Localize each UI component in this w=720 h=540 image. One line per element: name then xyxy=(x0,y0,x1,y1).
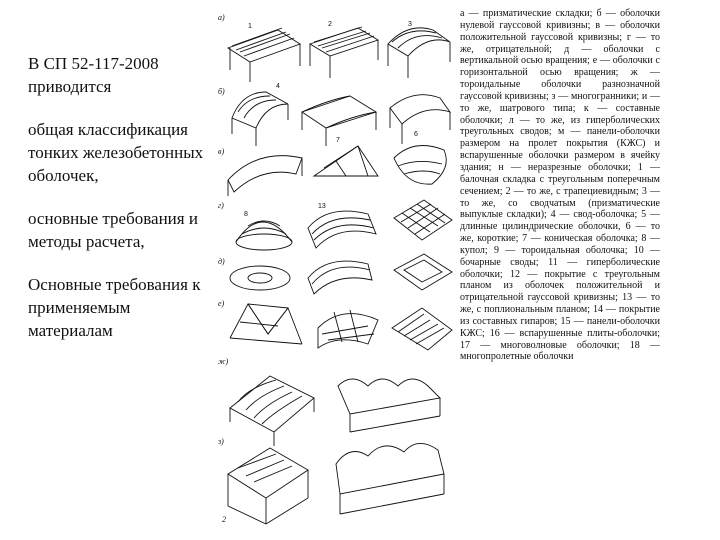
page-marker: 2 xyxy=(222,515,226,524)
tent-shell-sketch xyxy=(228,156,302,196)
figure-tag-g: ж) xyxy=(218,357,229,366)
toroidal-shell-sketch xyxy=(230,266,290,290)
svg-text:13: 13 xyxy=(318,203,326,210)
requirements-paragraph: основные требования и методы расчета, xyxy=(28,209,198,251)
svg-text:2: 2 xyxy=(328,21,332,28)
folded-plate-sketch-2 xyxy=(310,27,378,78)
svg-text:6: 6 xyxy=(414,131,418,138)
svg-text:1: 1 xyxy=(248,23,252,30)
pyramid-panel-sketch xyxy=(394,254,452,290)
left-text-column xyxy=(28,52,208,362)
svg-text:8: 8 xyxy=(244,211,248,218)
hyperbolic-shells-sketch xyxy=(230,304,302,344)
figure-tag-b: б) xyxy=(218,87,225,96)
multi-wave-roof-sketch xyxy=(336,443,444,514)
svg-text:4: 4 xyxy=(276,83,280,90)
multi-wave-shell-sketch xyxy=(308,211,376,248)
figure-tag-a: а) xyxy=(218,13,225,22)
figure-tag-f: е) xyxy=(218,299,225,308)
cylindrical-shell-sketch xyxy=(232,92,288,146)
grid-shell-sketch xyxy=(394,200,452,240)
figure-tag-c: в) xyxy=(218,147,225,156)
barrel-vault-sketch xyxy=(390,95,450,144)
svg-text:7: 7 xyxy=(336,137,340,144)
barrel-vaults-sketch xyxy=(308,261,372,294)
multi-span-vault-sketch xyxy=(338,379,440,432)
folded-plate-sketch xyxy=(228,28,300,82)
dome-sketch xyxy=(236,221,292,250)
classification-paragraph: общая классификация тонких железобетонных оболочек, xyxy=(28,120,204,185)
dome-sketch-top xyxy=(394,146,446,185)
figure-tag-h: з) xyxy=(218,437,224,446)
conical-shell-sketch xyxy=(314,146,378,176)
corrugated-vaults-sketch xyxy=(230,376,314,446)
intro-paragraph: В СП 52-117-2008 приводится xyxy=(28,54,159,96)
figure-caption: а — призматические складки; б — оболочки нулевой гауссовой кривизны; в — оболочки положительной гауссовой кривизны; г — то же, отрицательной; д — оболочки с вертикальной осью вращения; е — оболочки с горизонтальной осью вращения; ж — тороидальные оболочки разнозначной гауссовой кривизны; з — многогранники; и — то же, шатрового типа; к — составные оболочки; л — то же, из гиперболических треугольных сводов; м — панели-оболочки размером на пролет покрытия (КЖС) и вспарушенные оболочки размером в ячейку здания; н — неразрезные оболочки; 1 — балочная складка с треугольным поперечным сечением; 2 — то же, с трапециевидным; 3 — то же, со сводчатым (призматические выпуклые складки); 4 — свод-оболочка; 5 — длинные цилиндрические оболочки, 6 — то же, короткие; 7 — коническая оболочка; 8 — купол; 9 — тороидальная оболочка; 10 — бочарные своды; 11 — гиперболические оболочки; 12 — покрытие с треугольным планом из оболочек положительной и отрицательной гауссовой кривизны; 13 — то же, с поплиональным планом; 14 — покрытие из составных гипаров; 15 — панели-оболочки КЖС; 16 — вспарушенные плиты-оболочки; 17 — многоволновые оболочки; 18 — многопролетные оболочки xyxy=(460,8,660,363)
svg-text:3: 3 xyxy=(408,21,412,28)
materials-paragraph: Основные требования к применяемым материалам xyxy=(28,275,201,340)
figure-tag-e: д) xyxy=(218,257,225,266)
saddle-shell-sketch xyxy=(318,310,378,348)
composite-gypar-sketch xyxy=(392,308,452,350)
panel-shell-kzhs-sketch xyxy=(228,448,308,524)
figure-tag-d: г) xyxy=(218,201,224,210)
shell-classification-figure xyxy=(218,8,454,528)
folded-plate-sketch-3 xyxy=(388,28,450,78)
